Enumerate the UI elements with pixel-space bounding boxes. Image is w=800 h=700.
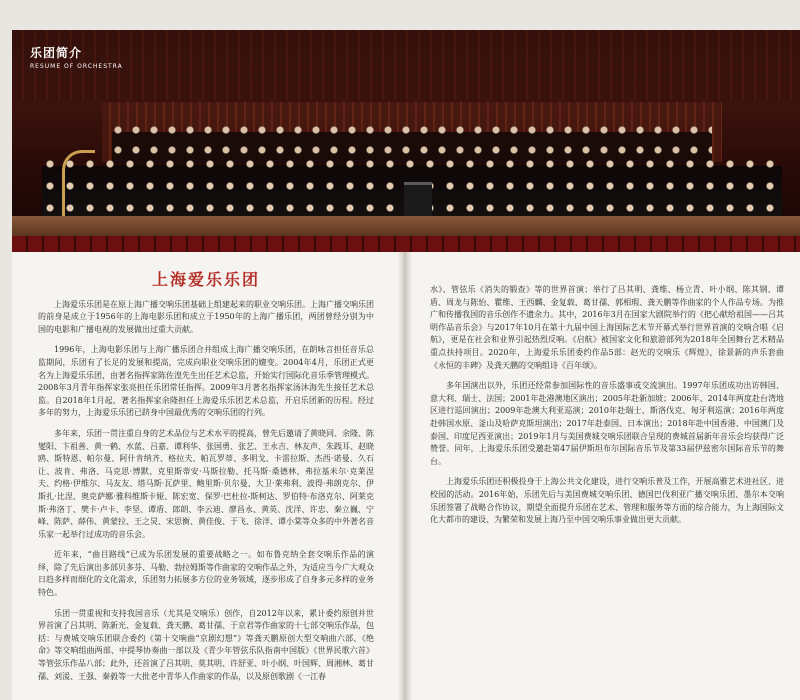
page-gutter (398, 252, 412, 700)
stage-floor (12, 216, 800, 236)
paragraph: 近年来，“曲目路线”已成为乐团发展的重要战略之一。如布鲁克纳全套交响乐作品的演绎，除了先后演出多部贝多芬、马勒、勃拉姆斯等作曲家的交响作品之外，为适应当今广大观众日趋多样而细化的文化需求，乐团努力拓展多方位的业务领域，逐步形成了自身多元多样的业务特色。 (38, 550, 374, 598)
hall-ceiling (12, 30, 800, 100)
paragraph: 多年来，乐团一贯注重自身的艺术品位与艺术水平的提高，曾先后邀请了黄晓同、余隆、陈燮阳、卞祖善、黄一鹤、水蓝、吕嘉、谭利华、张国勇、张艺、王永吉、林友声、朱践耳、赵晓鸥、斯特恩、帕尔曼、阿什肯纳齐、格拉夫、帕瓦罗蒂、多明戈、卡雷拉斯、杰西·诺曼、久石让、波肯、弗洛、马克思·博默、克里斯蒂安·马斯拉勒、托马斯·桑德林、弗拉基米尔·克莱涅夫、约格·伊维尔、马友友、塔马斯·瓦萨里、鲍里斯·贝尔曼、大卫·莱弗利、波得·弗朗克尔、伊斯扎·比涅、奥克萨娜·雅科维斯卡娅、陈宏宽、保罗·巴杜拉-斯柯达、罗伯特·布洛克尔、阿莱克斯·弗洛丁、樊卡·卢卡、李坚、谭盾、郎朗、李云迪、廖昌永、黄英、沈洋、许忠、秦立巍、宁峰、陈萨、薛伟、黄蒙拉、王之炅、宋思衡、黄佳俊、于飞、徐洋、谭小棠等众多的中外著名音乐家一起举行过成功的音乐会。 (38, 428, 374, 539)
section-title-zh: 乐团简介 (30, 46, 83, 60)
paragraph: 上海爱乐乐团还积极投身于上海公共文化建设，进行交响乐普及工作，开展高雅艺术进社区、进校园的活动。2016年始，乐团先后与美国费城交响乐团、德国巴伐利亚广播交响乐团、墨尔本交响乐团签署了战略合作协议，期望全面提升乐团在艺术、管理和服务等方面的综合能力，为上海国际文化大都市的建设、为繁荣和发展上海乃至中国交响乐事业做出更大贡献。 (430, 477, 784, 525)
paragraph: 水》、管弦乐《消失的锻查》等的世界首演；举行了吕其明、龚维、杨立青、叶小纲、陈其钢、谭盾、周龙与陈怡、瞿维、王西麟、金复载、葛甘孺、郭相瑕、龚天鹏等作曲家的个人作品专场。为推广和传播我国的音乐创作不遗余力。其中，2016年3月在国家大剧院举行的《把心献给祖国——吕其明作品音乐会》与2017年10月在第十九届中国上海国际艺术节开幕式举行世界首演的交响合唱《启航》，更是在社会和业界引起热烈反响。《启航》被国家文化和旅游部列为2018年全国舞台艺术精品重点扶持项目。2020年，上海爱乐乐团委约作品5部：赵光的交响乐《辉煌》，徐景新的声乐套曲《永恒的丰碑》及龚天鹏的交响组诗《百年颂》。 (430, 285, 784, 370)
left-page (12, 252, 398, 700)
left-page-content (38, 252, 374, 691)
paragraph: 乐团一贯重视和支持我国音乐（尤其是交响乐）创作，自2012年以来，累计委约原创并世界首演了吕其明、陈新光、金复载、龚天鹏、葛甘孺、于京君等作曲家的十七部交响乐作品，包括：与费城交响乐团联合委约《第十交响曲“京剧幻想”》等龚天鹏原创大型交响曲六部、《绝命》等交响组曲两部、中提琴协奏曲一部以及《青少年管弦乐队指南中国版》《世界民歌六首》等管弦乐作品八部；此外，还首演了吕其明、莫其明、许舒亚、叶小纲、叶国辉、周湘林、葛甘孺、刘湲、王强、秦毅等一大批老中青华人作曲家的作品，以及原创歌剧《一江春 (38, 608, 374, 681)
audience-seats (12, 236, 800, 252)
section-title-en: RESUME OF ORCHESTRA (30, 63, 123, 70)
orchestra-photo (12, 30, 800, 252)
orchestra-title: 上海爱乐乐团 (151, 270, 260, 289)
right-page-content (430, 284, 784, 535)
conductor-podium (404, 182, 432, 219)
paragraph: 多年国演出以外，乐团还经常参加国际性的音乐盛事或交流演出。1997年乐团成功出访韩国、意大利、瑞士、法国；2001年赴港澳地区演出；2005年赴新加坡；2006年、2014年两度赴台湾地区进行巡回演出；2009年赴澳大利亚巡演；2010年赴瑞士、斯洛伐克、匈牙利巡演；2016年两度赴韩国水原、釜山及哈萨克斯坦演出；2017年赴泰国、日本演出；2018年赴中国香港、中国澳门及泰国、印度尼西亚演出；2019年1月与美国费城交响乐团联合呈现的费城首届新年音乐会均获得广泛赞誉。同年，上海爱乐乐团受邀赴第47届伊斯坦布尔国际音乐节及第33届伊兹密尔国际音乐节的舞台。 (430, 381, 784, 466)
paragraph: 上海爱乐乐团是在原上海广播交响乐团基础上组建起来的职业交响乐团。上海广播交响乐团的前身是成立于1956年的上海电影乐团和成立于1950年的上海广播乐团，两团曾经分别为中国的电影和广播电视的发展做出过重大贡献。 (38, 299, 374, 334)
harp-shape (62, 150, 95, 223)
paragraph: 1996年，上海电影乐团与上海广播乐团合并组成上海广播交响乐团，在朗咏言担任音乐总监期间，乐团有了长足的发展和提高，完成向职业交响乐团的嬗变。2004年4月，乐团正式更名为上海爱乐乐团，由著名指挥家陈佐湟先生出任艺术总监，开始实行国际化音乐季管理模式。2008年3月青年指挥家张亮担任乐团常任指挥。2009年3月著名指挥家汤沐海先生接任艺术总监。自2018年1月起，著名指挥家余隆担任上海爱乐乐团艺术总监，开启乐团新的历程。经过多年的努力，上海爱乐乐团已跻身中国最优秀的交响乐团的行列。 (38, 345, 374, 418)
section-label (30, 44, 123, 70)
right-page (412, 252, 800, 700)
